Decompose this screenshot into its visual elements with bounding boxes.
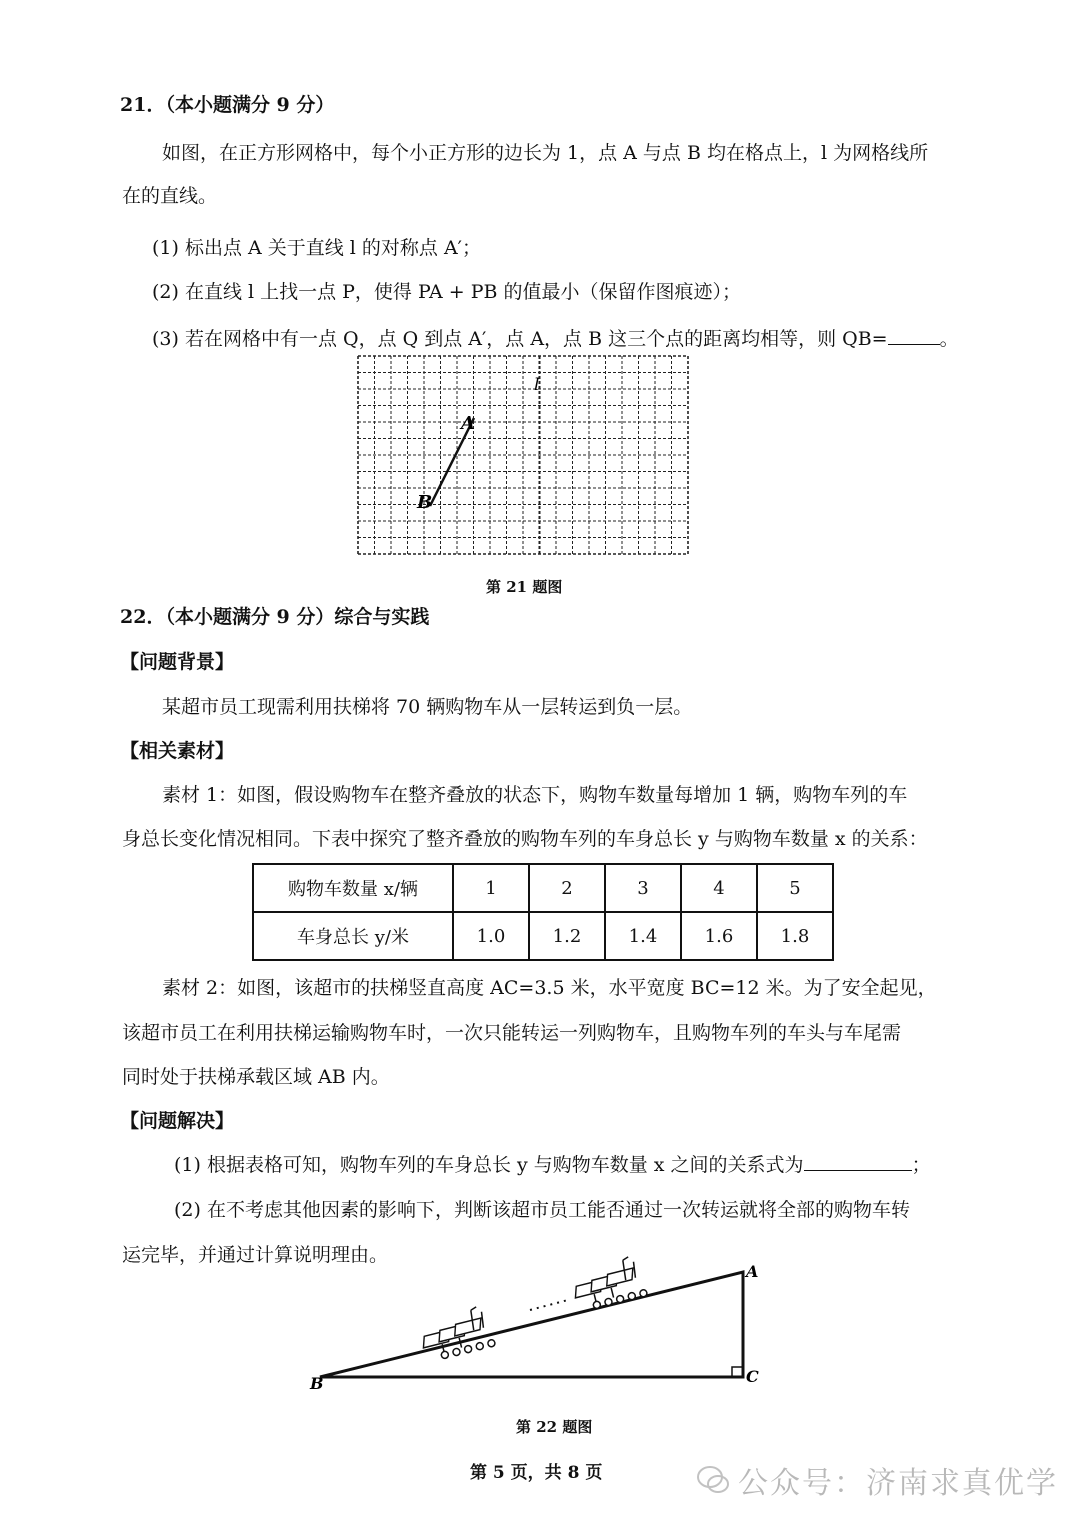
q22-m2-line1: 素材 2：如图，该超市的扶梯竖直高度 AC=3.5 米，水平宽度 BC=12 米。为了安全起见， (162, 977, 937, 999)
q22-label-a: A (746, 1262, 759, 1281)
q22-m1-line2: 身总长变化情况相同。下表中探究了整齐叠放的购物车列的车身总长 y 与购物车数量 x 的关系： (122, 828, 928, 850)
table-cell: 4 (681, 864, 757, 912)
q22-m2-line3: 同时处于扶梯承载区域 AB 内。 (122, 1066, 390, 1088)
q22-bg-title: 【问题背景】 (120, 651, 235, 673)
table-cell: 1.0 (453, 912, 529, 960)
q22-s1-text: (1) 根据表格可知，购物车列的车身总长 y 与购物车数量 x 之间的关系式为 (174, 1154, 804, 1176)
q22-figure-caption: 第 22 题图 (516, 1418, 593, 1436)
q22-solve-title: 【问题解决】 (120, 1110, 235, 1132)
table-cell: 1 (453, 864, 529, 912)
q22-bg-text: 某超市员工现需利用扶梯将 70 辆购物车从一层转运到负一层。 (162, 696, 693, 718)
q22-figure (300, 1255, 780, 1435)
q22-label-b: B (310, 1374, 324, 1393)
table-cell: 1.8 (757, 912, 833, 960)
q21-figure-caption: 第 21 题图 (486, 578, 563, 596)
q21-label-b: B (417, 492, 433, 513)
table-cell: 3 (605, 864, 681, 912)
q21-part3-end: 。 (939, 328, 959, 350)
q22-m1-line1: 素材 1：如图，假设购物车在整齐叠放的状态下，购物车数量每增加 1 辆，购物车列的车 (162, 784, 908, 806)
q21-heading: 21．（本小题满分 9 分） (120, 94, 335, 116)
q22-m2-line2: 该超市员工在利用扶梯运输购物车时，一次只能转运一列购物车，且购物车列的车头与车尾需 (122, 1022, 902, 1044)
escalator-triangle (320, 1272, 743, 1377)
table-cell: 2 (529, 864, 605, 912)
table-cell: 1.4 (605, 912, 681, 960)
q21-part1: (1) 标出点 A 关于直线 l 的对称点 A′； (152, 237, 481, 259)
page-number: 第 5 页，共 8 页 (470, 1463, 603, 1483)
table-header-x: 购物车数量 x/辆 (253, 864, 453, 912)
q21-figure (340, 348, 700, 588)
q22-answer-blank (804, 1156, 912, 1171)
table-row (253, 864, 833, 912)
watermark-text: 公众号：济南求真优学 (738, 1466, 1058, 1501)
q21-part2: (2) 在直线 l 上找一点 P，使得 PA + PB 的值最小（保留作图痕迹）； (152, 281, 742, 303)
cart-group-upper (569, 1255, 648, 1313)
q21-label-l: l (534, 375, 540, 395)
q21-intro-line1: 如图，在正方形网格中，每个小正方形的边长为 1，点 A 与点 B 均在格点上，l 为网格线所 (162, 142, 929, 164)
q22-s1-end: ； (911, 1154, 931, 1176)
q22-heading: 22．（本小题满分 9 分）综合与实践 (120, 606, 430, 628)
table-cell: 1.6 (681, 912, 757, 960)
q22-material-title: 【相关素材】 (120, 740, 235, 762)
table-cell: 1.2 (529, 912, 605, 960)
table-header-y: 车身总长 y/米 (253, 912, 453, 960)
q22-label-c: C (746, 1367, 759, 1386)
table-row (253, 912, 833, 960)
q22-s1 (174, 1150, 931, 1177)
cart-length-table (252, 863, 834, 961)
q21-grid (358, 356, 688, 554)
cart-group-lower (417, 1305, 496, 1363)
q21-part3 (152, 324, 959, 351)
ellipsis-dots (530, 1300, 568, 1310)
q22-s2-line2: 运完毕，并通过计算说明理由。 (122, 1244, 389, 1266)
table-cell: 5 (757, 864, 833, 912)
q21-intro-line2: 在的直线。 (122, 185, 218, 207)
q22-s2-line1: (2) 在不考虑其他因素的影响下，判断该超市员工能否通过一次转运就将全部的购物车转 (174, 1199, 910, 1221)
wechat-icon (696, 1463, 730, 1497)
q21-answer-blank (888, 330, 940, 345)
q21-label-a: A (461, 413, 475, 434)
q21-part3-text: (3) 若在网格中有一点 Q，点 Q 到点 A′，点 A，点 B 这三个点的距离均相等，则 QB= (152, 328, 888, 350)
